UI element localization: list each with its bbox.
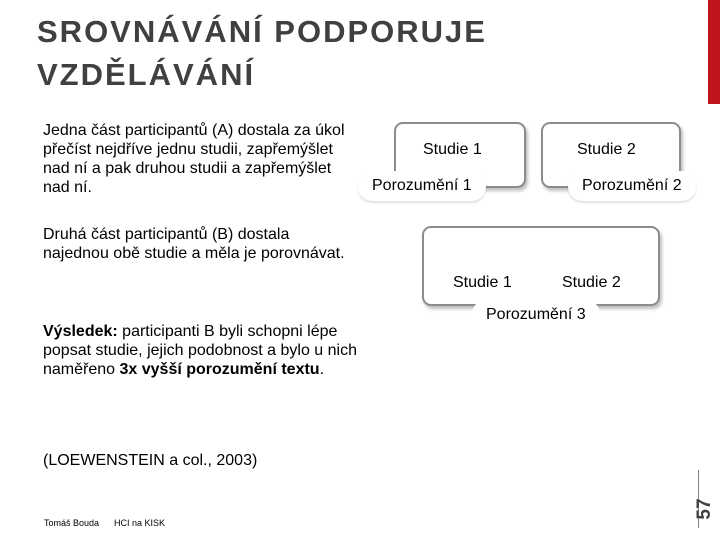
page-number: 57 (694, 498, 715, 520)
result-text-end: . (319, 361, 325, 378)
comparison-study-1-label: Studie 1 (453, 274, 512, 291)
comparison-study-2-label: Studie 2 (562, 274, 621, 291)
footer-course: HCI na KISK (114, 518, 166, 528)
result-paragraph (43, 322, 358, 379)
comparison-box (422, 226, 660, 306)
understanding-3-label: Porozumění 3 (472, 300, 600, 330)
study-1-label: Studie 1 (423, 141, 482, 158)
footer-author: Tomáš Bouda (44, 518, 100, 528)
understanding-1-label: Porozumění 1 (358, 171, 486, 201)
result-label: Výsledek: (43, 323, 118, 340)
understanding-2-label: Porozumění 2 (568, 171, 696, 201)
study-2-label: Studie 2 (577, 141, 636, 158)
result-emphasis: 3x vyšší porozumění textu (119, 361, 320, 378)
paragraph-group-b: Druhá část participantů (B) dostala najednou obě studie a měla je porovnávat. (43, 226, 345, 262)
accent-bar (708, 0, 720, 104)
citation: (LOEWENSTEIN a col., 2003) (43, 452, 258, 469)
slide-title: SROVNÁVÁNÍ PODPORUJE VZDĚLÁVÁNÍ (37, 14, 487, 92)
paragraph-group-a: Jedna část participantů (A) dostala za úkol přečíst nejdříve jednu studii, zapřemýšlet nad ní a pak druhou studii a zapřemýšlet nad ní. (43, 122, 345, 196)
result-text: participanti B byli schopni lépe popsat studie, jejich podobnost a bylo u nich naměřeno (43, 323, 357, 378)
